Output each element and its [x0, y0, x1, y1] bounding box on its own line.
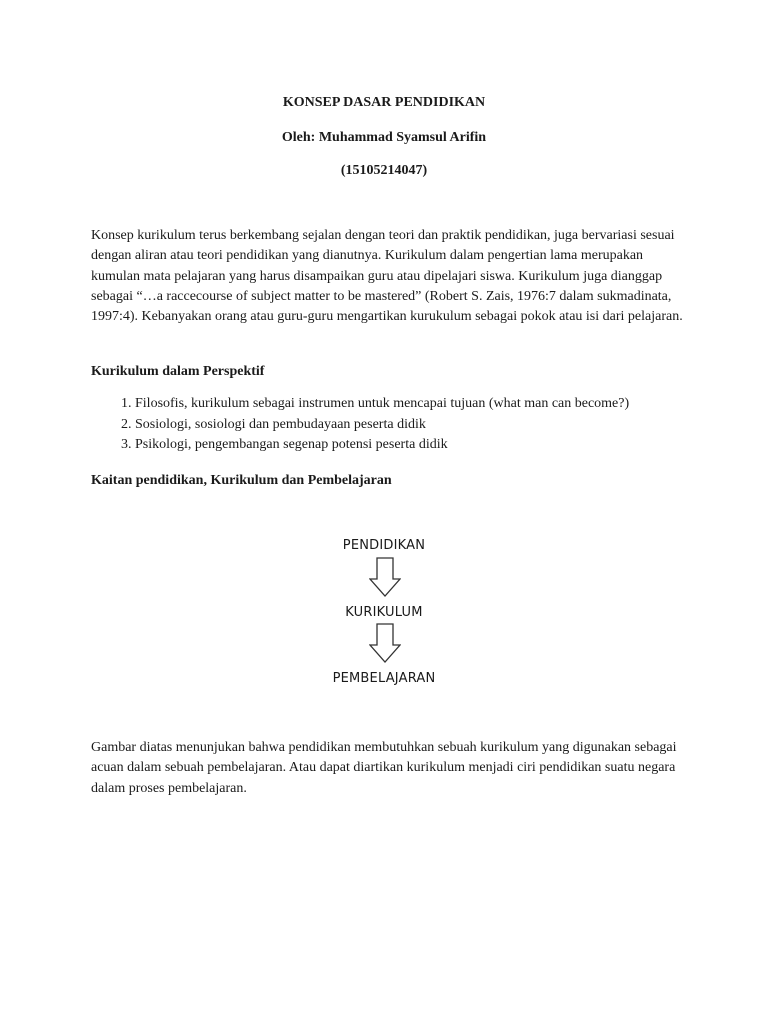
- author-line: Oleh: Muhammad Syamsul Arifin: [281, 130, 487, 145]
- flow-node-pendidikan: PENDIDIKAN: [342, 538, 426, 553]
- flow-node-pembelajaran: PEMBELAJARAN: [332, 671, 436, 686]
- intro-paragraph: Konsep kurikulum terus berkembang sejalan dengan teori dan praktik pendidikan, juga bervariasi sesuai dengan aliran atau teori pendidikan yang dianutnya. Kurikulum dalam pengertian lama merupakan kumulan mata pelajaran yang harus disampaikan guru atau dipelajari siswa. Kurikulum juga dianggap sebagai “…a raccecourse of subject matter to be mastered” (Robert S. Zais, 1976:7 dalam sukmadinata, 1997:4). Kebanyakan orang atau guru-guru mengartikan kurukulum sebagai pokok atau isi dari pelajaran.: [91, 228, 683, 325]
- section-heading-perspektif: Kurikulum dalam Perspektif: [91, 364, 265, 379]
- list-item: 3. Psikologi, pengembangan segenap potensi peserta didik: [135, 435, 735, 456]
- down-arrow-icon: [369, 623, 401, 663]
- student-id: (15105214047): [340, 163, 428, 178]
- down-arrow-icon: [369, 557, 401, 597]
- closing-paragraph: Gambar diatas menunjukan bahwa pendidikan membutuhkan sebuah kurikulum yang digunakan sebagai acuan dalam sebuah pembelajaran. Atau dapat diartikan kurikulum menjadi ciri pendidikan suatu negara dalam proses pembelajaran.: [91, 740, 677, 796]
- section-heading-kaitan: Kaitan pendidikan, Kurikulum dan Pembelajaran: [91, 473, 392, 488]
- perspective-list: [91, 394, 735, 456]
- list-item: 2. Sosiologi, sosiologi dan pembudayaan peserta didik: [135, 415, 735, 436]
- document-title: KONSEP DASAR PENDIDIKAN: [282, 95, 486, 110]
- list-item: 1. Filosofis, kurikulum sebagai instrumen untuk mencapai tujuan (what man can become?): [135, 394, 735, 415]
- flow-node-kurikulum: KURIKULUM: [345, 605, 423, 620]
